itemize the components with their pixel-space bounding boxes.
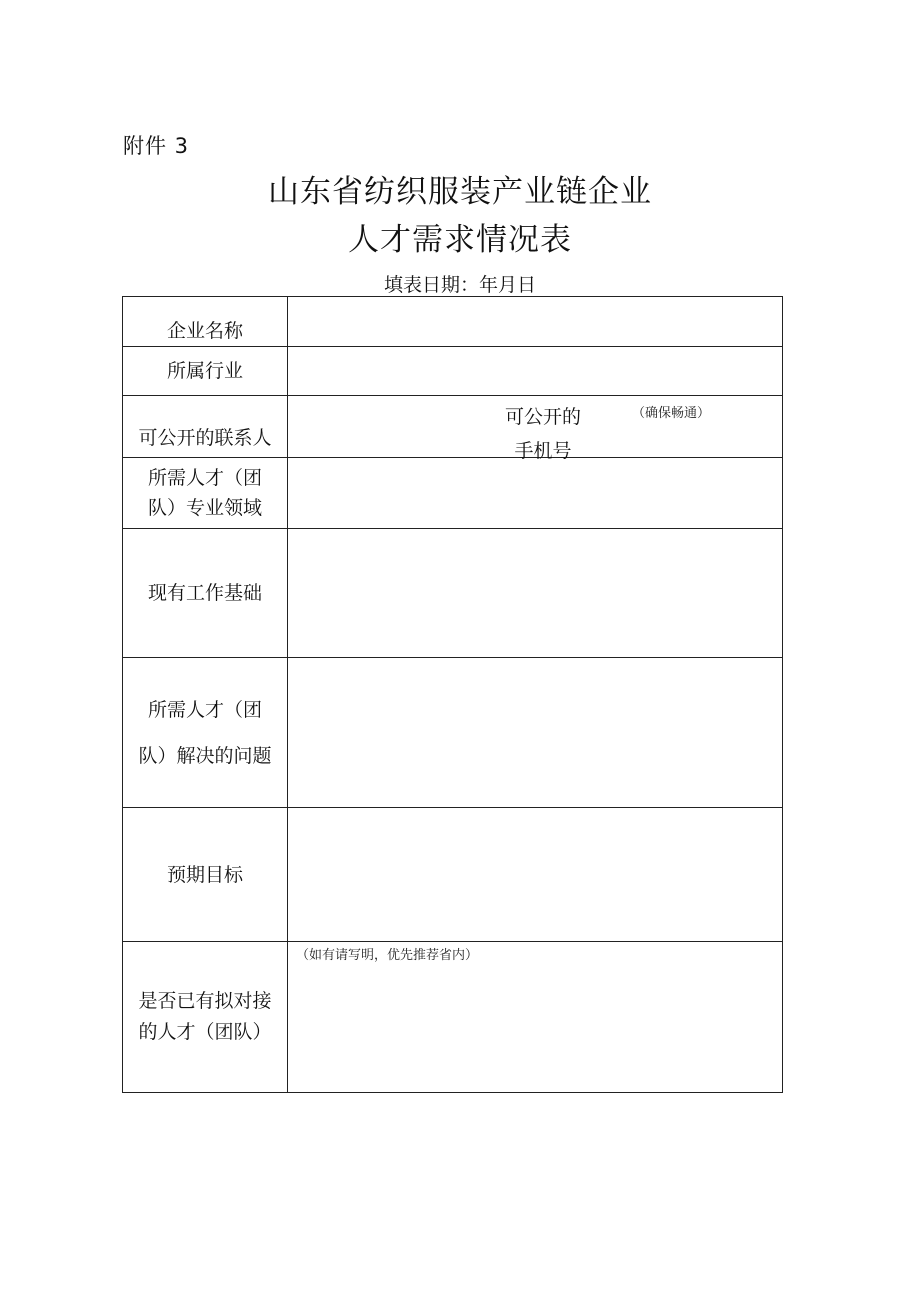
label-problems: 所需人才（团 队）解决的问题 (123, 658, 288, 808)
field-company-name[interactable] (288, 297, 783, 347)
row-expected-goal (123, 808, 783, 942)
field-expected-goal[interactable] (288, 808, 783, 942)
form-title-line1: 山东省纺织服装产业链企业 (268, 174, 652, 210)
label-contact: 可公开的联系人 (123, 396, 288, 458)
label-work-foundation: 现有工作基础 (123, 529, 288, 658)
row-industry (123, 347, 783, 396)
talent-demand-table (122, 296, 783, 1093)
field-specialty[interactable] (288, 458, 783, 529)
form-title-line2: 人才需求情况表 (348, 222, 572, 258)
field-work-foundation[interactable] (288, 529, 783, 658)
label-industry: 所属行业 (123, 347, 288, 396)
row-specialty (123, 458, 783, 529)
label-company-name: 企业名称 (123, 297, 288, 347)
phone-note: （确保畅通） (632, 406, 711, 421)
label-specialty: 所需人才（团 队）专业领域 (123, 458, 288, 529)
row-company-name (123, 297, 783, 347)
row-existing-talent (123, 942, 783, 1093)
field-contact[interactable] (288, 396, 783, 462)
row-work-foundation (123, 529, 783, 658)
field-existing-talent[interactable] (288, 942, 783, 1093)
phone-label: 可公开的 手机号 (504, 406, 581, 462)
field-industry[interactable] (288, 347, 783, 396)
row-problems (123, 658, 783, 808)
row-contact (123, 396, 783, 458)
talent-note: （如有请写明，优先推荐省内） (296, 948, 479, 963)
fill-date: 填表日期：年月日 (383, 274, 536, 296)
attachment-number: 附件 3 (123, 134, 190, 158)
label-expected-goal: 预期目标 (123, 808, 288, 942)
label-existing-talent: 是否已有拟对接 的人才（团队） (123, 942, 288, 1093)
field-problems[interactable] (288, 658, 783, 808)
